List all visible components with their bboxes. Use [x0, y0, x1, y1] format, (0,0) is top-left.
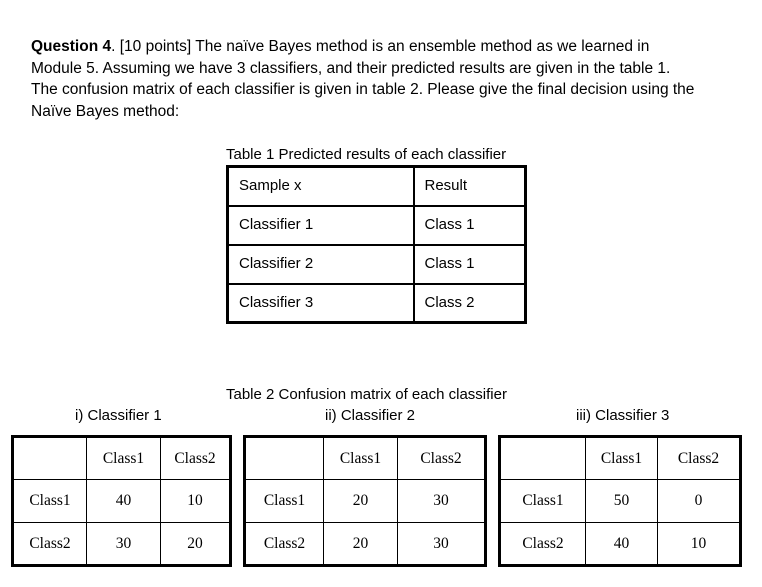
table2-caption: Table 2 Confusion matrix of each classifier — [226, 386, 507, 403]
matrix-col-header: Class1 — [87, 437, 161, 480]
table-row — [245, 480, 486, 523]
classifier3-title: iii) Classifier 3 — [576, 407, 670, 424]
matrix-cell: 20 — [324, 523, 398, 566]
matrix-row-header: Class1 — [500, 480, 586, 523]
matrix-corner-cell — [13, 437, 87, 480]
matrix-cell: 40 — [586, 523, 658, 566]
question-label: Question 4 — [31, 38, 112, 55]
table-cell: Classifier 2 — [228, 245, 414, 284]
question-line-1: Question 4. [10 points] The naïve Bayes method is an ensemble method as we learned in — [31, 38, 650, 55]
matrix-col-header: Class2 — [161, 437, 231, 480]
matrix-col-header: Class2 — [398, 437, 486, 480]
table-row — [13, 523, 231, 566]
matrix-cell: 20 — [324, 480, 398, 523]
table-row — [245, 523, 486, 566]
table-cell: Class 1 — [414, 245, 526, 284]
table-row — [228, 284, 526, 323]
confusion-matrix-classifier-2 — [243, 435, 487, 567]
matrix-row-header: Class2 — [13, 523, 87, 566]
matrix-row-header: Class1 — [245, 480, 324, 523]
matrix-col-header: Class1 — [586, 437, 658, 480]
matrix-cell: 20 — [161, 523, 231, 566]
table-cell: Class 1 — [414, 206, 526, 245]
table-row — [13, 437, 231, 480]
question-line-4: Naïve Bayes method: — [31, 102, 180, 120]
confusion-matrix-classifier-3 — [498, 435, 742, 567]
matrix-cell: 10 — [161, 480, 231, 523]
table-cell: Class 2 — [414, 284, 526, 323]
table-header-cell: Sample x — [228, 167, 414, 206]
matrix-row-header: Class2 — [500, 523, 586, 566]
table-cell: Classifier 3 — [228, 284, 414, 323]
table-row — [500, 523, 741, 566]
matrix-cell: 30 — [398, 480, 486, 523]
confusion-matrix-classifier-1 — [11, 435, 232, 567]
table-row — [13, 480, 231, 523]
matrix-cell: 50 — [586, 480, 658, 523]
question-line-2: Module 5. Assuming we have 3 classifiers, and their predicted results are given in the table 1. — [31, 59, 671, 77]
matrix-col-header: Class1 — [324, 437, 398, 480]
classifier2-title: ii) Classifier 2 — [325, 407, 416, 424]
table-row — [228, 245, 526, 284]
table1-caption: Table 1 Predicted results of each classifier — [226, 146, 507, 163]
matrix-cell: 30 — [87, 523, 161, 566]
table-row — [500, 480, 741, 523]
matrix-cell: 40 — [87, 480, 161, 523]
question-line-3: The confusion matrix of each classifier is given in table 2. Please give the final decision using the — [31, 81, 695, 98]
matrix-col-header: Class2 — [658, 437, 741, 480]
matrix-cell: 30 — [398, 523, 486, 566]
classifier1-title: i) Classifier 1 — [75, 407, 162, 424]
table-row — [500, 437, 741, 480]
table-row — [228, 167, 526, 206]
table-cell: Classifier 1 — [228, 206, 414, 245]
table-row — [228, 206, 526, 245]
predicted-results-table — [226, 165, 527, 324]
question-text — [31, 36, 731, 122]
matrix-cell: 10 — [658, 523, 741, 566]
matrix-cell: 0 — [658, 480, 741, 523]
table-header-cell: Result — [414, 167, 526, 206]
matrix-corner-cell — [245, 437, 324, 480]
matrix-corner-cell — [500, 437, 586, 480]
matrix-row-header: Class1 — [13, 480, 87, 523]
table-row — [245, 437, 486, 480]
matrix-row-header: Class2 — [245, 523, 324, 566]
